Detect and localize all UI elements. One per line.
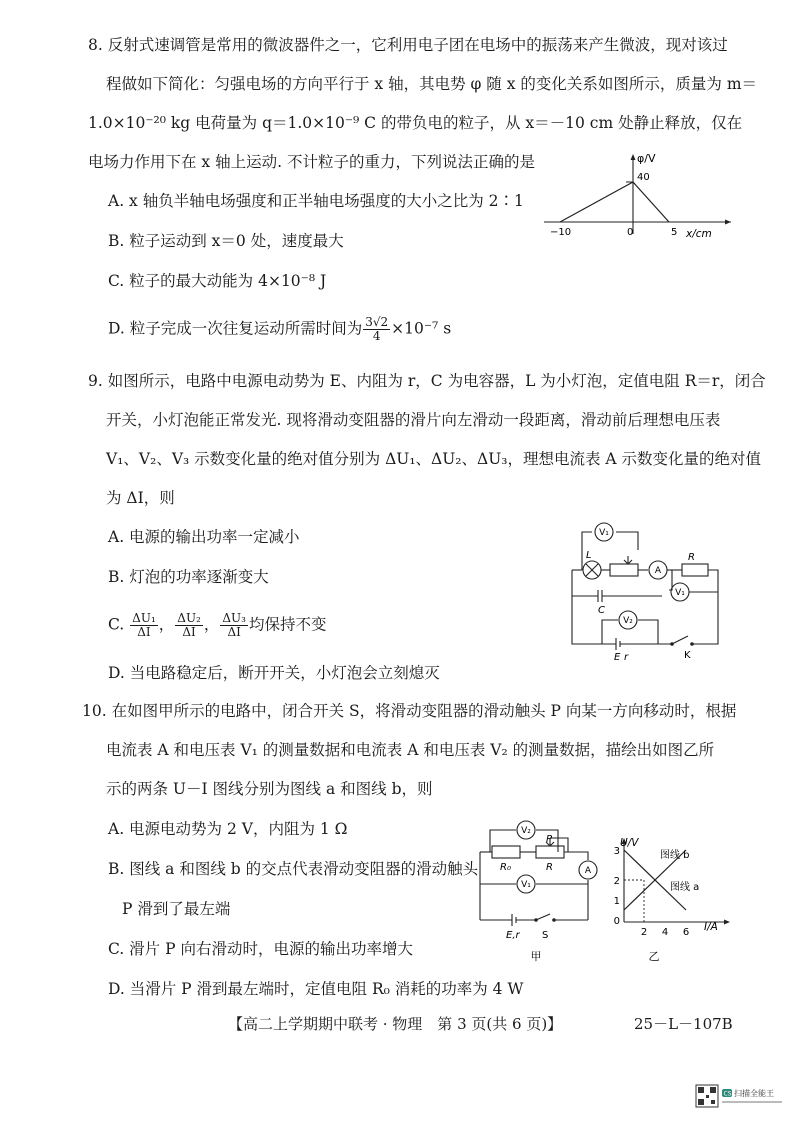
q8-option-c: C. 粒子的最大动能为 4×10⁻⁸ J (108, 272, 327, 290)
x-axis-arrow (725, 220, 731, 225)
svg-text:2: 2 (640, 927, 648, 938)
svg-text:6: 6 (682, 927, 690, 938)
q10-option-b-line-2: P 滑到了最左端 (122, 900, 231, 918)
svg-text:V₂: V₂ (623, 616, 633, 626)
footer-title: 【高二上学期期中联考 · 物理 第 3 页(共 6 页)】 (228, 1015, 563, 1033)
svg-text:C: C (598, 605, 605, 616)
q10-line-3: 示的两条 U－I 图线分别为图线 a 和图线 b，则 (106, 780, 433, 798)
q9-line-1: 9. 如图所示，电路中电源电动势为 E、内阻为 r，C 为电容器，L 为小灯泡，定值电阻 R＝r，闭合 (88, 372, 766, 390)
svg-text:V₂: V₂ (521, 826, 531, 836)
q8-line-3: 1.0×10⁻²⁰ kg 电荷量为 q＝1.0×10⁻⁹ C 的带负电的粒子，从 x＝－10 cm 处静止释放，仅在 (88, 114, 743, 132)
svg-text:图线 b: 图线 b (660, 850, 690, 861)
qr-code-icon (694, 1083, 786, 1109)
svg-text:图线 a: 图线 a (670, 882, 700, 893)
svg-text:0: 0 (613, 916, 620, 927)
tick-label-5: 5 (671, 227, 678, 238)
svg-text:V₁: V₁ (599, 528, 609, 538)
tick-label-40: 40 (637, 172, 650, 183)
svg-text:P: P (546, 834, 553, 845)
svg-text:A: A (584, 866, 592, 876)
q8-option-d: D. 粒子完成一次往复运动所需时间为 $\frac{3√2}{4}$ ×10⁻⁷ s (108, 315, 452, 343)
q8-line-2: 程做如下简化：匀强电场的方向平行于 x 轴，其电势 φ 随 x 的变化关系如图所示，质量为 m＝ (106, 75, 758, 93)
caption-yi: 乙 (648, 950, 660, 963)
x-axis-arrow (724, 920, 730, 925)
caption-jia: 甲 (530, 950, 542, 963)
tick-label-m10: −10 (550, 227, 572, 238)
svg-text:CS: CS (723, 1090, 732, 1098)
q9-option-d: D. 当电路稳定后，断开开关，小灯泡会立刻熄灭 (108, 664, 440, 682)
q9-option-c: C. $\frac{\text{ΔU₁}}{\Delta I}$ ， $\frac{\text{ΔU₂}}{\Delta I}$ ， $\frac{\text{ΔU₃}}{\Delta I}$ 均保持不变 (108, 611, 327, 639)
svg-text:3: 3 (613, 846, 620, 857)
q10-circuit-jia (476, 818, 606, 968)
q10-ui-graph-yi (604, 832, 734, 968)
q10-line-2: 电流表 A 和电压表 V₁ 的测量数据和电流表 A 和电压表 V₂ 的测量数据，描绘出如图乙所 (106, 741, 715, 759)
q10-option-c: C. 滑片 P 向右滑动时，电源的输出功率增大 (108, 940, 413, 958)
y-axis-arrow (631, 154, 636, 160)
svg-text:I/A: I/A (704, 921, 718, 933)
q9-line-3: V₁、V₂、V₃ 示数变化量的绝对值分别为 ΔU₁、ΔU₂、ΔU₃，理想电流表 A 示数变化量的绝对值 (106, 450, 762, 468)
svg-text:r: r (624, 652, 629, 662)
q10-line-1: 10. 在如图甲所示的电路中，闭合开关 S，将滑动变阻器的滑动触头 P 向某一方向移动时，根据 (82, 702, 737, 720)
svg-text:扫描全能王: 扫描全能王 (734, 1089, 774, 1098)
q8-line-4: 电场力作用下在 x 轴上运动. 不计粒子的重力，下列说法正确的是 (88, 153, 535, 171)
q9-line-4: 为 ΔI，则 (106, 489, 175, 507)
d-fraction: $\frac{3√2}{4}$ (365, 315, 389, 343)
q10-option-a: A. 电源电动势为 2 V，内阻为 1 Ω (108, 820, 348, 838)
footer-code: 25－L－107B (634, 1015, 733, 1033)
q8-option-b: B. 粒子运动到 x＝0 处，速度最大 (108, 232, 344, 250)
svg-text:L: L (586, 550, 592, 561)
svg-text:E: E (614, 652, 621, 662)
q9-option-b: B. 灯泡的功率逐渐变大 (108, 568, 269, 586)
svg-text:V₁: V₁ (521, 880, 531, 890)
q9-circuit (562, 520, 732, 662)
tick-label-0: 0 (627, 227, 634, 238)
q9-option-a: A. 电源的输出功率一定减小 (108, 528, 300, 546)
svg-text:K: K (684, 650, 691, 661)
svg-text:E,r: E,r (506, 930, 520, 941)
q9-line-2: 开关，小灯泡能正常发光. 现将滑动变阻器的滑片向左滑动一段距离，滑动前后理想电压表 (106, 411, 721, 429)
svg-text:2: 2 (613, 876, 620, 887)
scanner-stamp (694, 1083, 786, 1109)
svg-text:S: S (542, 930, 549, 941)
graph-xlabel: x/cm (686, 228, 712, 240)
q8-line-1: 8. 反射式速调管是常用的微波器件之一，它利用电子团在电场中的振荡来产生微波，现对该过 (88, 36, 728, 54)
svg-text:V₁: V₁ (675, 588, 685, 598)
svg-text:R: R (546, 862, 553, 873)
q10-option-d: D. 当滑片 P 滑到最左端时，定值电阻 R₀ 消耗的功率为 4 W (108, 980, 524, 998)
svg-text:4: 4 (661, 927, 669, 938)
graph-ylabel: φ/V (637, 152, 656, 165)
potential-line (560, 182, 669, 222)
svg-text:U/V: U/V (620, 837, 639, 849)
svg-text:R₀: R₀ (500, 862, 511, 873)
q10-option-b-line-1: B. 图线 a 和图线 b 的交点代表滑动变阻器的滑动触头 (108, 860, 479, 878)
svg-text:1: 1 (613, 896, 620, 907)
q8-potential-graph (536, 150, 736, 242)
q8-option-a: A. x 轴负半轴电场强度和正半轴电场强度的大小之比为 2∶1 (108, 192, 524, 210)
svg-text:R: R (688, 552, 695, 563)
svg-text:A: A (654, 566, 662, 576)
